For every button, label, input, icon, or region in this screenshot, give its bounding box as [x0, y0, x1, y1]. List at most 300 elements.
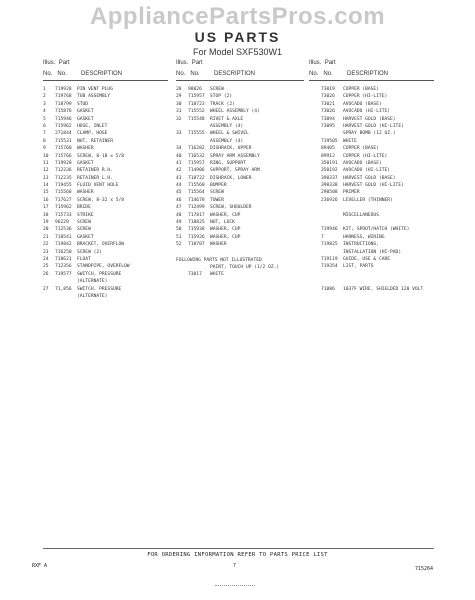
parts-list-extra — [176, 264, 304, 279]
parts-row — [176, 212, 304, 219]
illus-number — [309, 278, 321, 285]
parts-column-3 — [309, 58, 434, 538]
part-description: SUPPORT, SPRAY ARM — [210, 168, 260, 174]
scan-artifact — [215, 585, 255, 589]
part-number: 712356 — [55, 264, 72, 270]
part-number: 715962 — [55, 123, 72, 129]
part-number: 719928 — [55, 160, 72, 166]
illus-number: 17 — [43, 205, 49, 211]
part-number — [321, 130, 343, 137]
illus-number: 41 — [176, 160, 182, 166]
part-description: HOSE, INLET — [77, 123, 108, 129]
column-header — [43, 58, 168, 81]
part-description: SCREW — [210, 87, 224, 92]
parts-row — [43, 145, 168, 152]
part-description: SCREW — [210, 190, 224, 196]
part-number: 390337 — [321, 175, 338, 181]
part-description: SCREW (2) — [77, 249, 102, 255]
part-number: 719842 — [55, 242, 72, 248]
illus-number — [309, 219, 321, 226]
illus-number: 25 — [43, 264, 49, 270]
part-description — [343, 271, 434, 278]
part-number: 73094 — [321, 116, 335, 122]
parts-row — [309, 93, 434, 100]
part-number: 715733 — [55, 212, 72, 218]
header-no: No. No. — [309, 71, 333, 77]
part-description: SCREW — [77, 227, 91, 233]
part-description: GASKET — [77, 160, 94, 166]
parts-row — [309, 197, 434, 204]
part-description: SWITCH, PRESSURE — [77, 271, 122, 277]
ordering-note: FOR ORDERING INFORMATION REFER TO PARTS PRICE LIST — [147, 552, 328, 558]
part-description: AVOCADO (HI-LITE) — [343, 168, 391, 174]
part-description: TUB ASSEMBLY — [77, 94, 111, 100]
parts-row — [43, 189, 168, 196]
part-number: 73019 — [321, 87, 335, 92]
illus-number: 3 — [43, 101, 46, 107]
illus-number — [309, 249, 321, 256]
illus-number — [309, 189, 321, 196]
parts-row — [43, 286, 168, 293]
parts-row — [176, 153, 304, 160]
parts-row — [176, 160, 304, 167]
part-number: 712499 — [188, 205, 205, 211]
part-description: WASHER — [77, 190, 94, 196]
part-description: CLAMP, HOSE — [77, 131, 108, 137]
part-description: WASHER, CUP — [210, 212, 241, 218]
part-description: RETAINER R.H. — [77, 168, 113, 174]
parts-row — [176, 138, 304, 145]
part-description: (ALTERNATE) — [77, 293, 108, 299]
part-description: STRIKE — [77, 212, 94, 218]
part-description: RETAINER L.H. — [77, 175, 113, 181]
part-description: STUD — [77, 101, 89, 107]
part-number: 350191 — [321, 160, 338, 166]
parts-row — [309, 123, 434, 130]
illus-number: 14 — [43, 183, 49, 189]
parts-row — [43, 160, 168, 167]
part-description: COPPER (HI-LITE) — [343, 153, 388, 159]
part-number: 715564 — [188, 190, 205, 196]
part-description: STOP (2) — [210, 94, 233, 100]
illus-number — [309, 204, 321, 211]
page-number: 7 — [233, 563, 236, 569]
part-number — [321, 278, 343, 285]
part-description: RING, SUPPORT — [210, 160, 246, 166]
parts-row — [43, 263, 168, 270]
illus-number — [309, 256, 321, 263]
parts-row — [43, 182, 168, 189]
part-description: DISHRACK, LOWER — [210, 175, 252, 181]
part-number: 718541 — [55, 234, 72, 240]
part-number: 271844 — [55, 131, 72, 137]
parts-row — [309, 263, 434, 270]
part-number — [321, 271, 343, 278]
part-description: SCREW, 8-32 x 5/8 — [77, 197, 125, 203]
parts-row — [43, 116, 168, 123]
illus-number: 22 — [43, 242, 49, 248]
illus-number: 2 — [43, 94, 46, 100]
parts-row — [309, 86, 434, 93]
illus-number: 19 — [43, 220, 49, 226]
part-number: 717817 — [188, 212, 205, 218]
parts-row — [43, 204, 168, 211]
part-description: FLOAT — [77, 256, 91, 262]
part-number: 715760 — [55, 146, 72, 152]
parts-row — [43, 123, 168, 130]
part-number: 719505 — [321, 138, 338, 144]
document-code: 715264 — [415, 566, 434, 572]
illus-number: 11 — [43, 160, 49, 166]
illus-number: 33 — [176, 131, 182, 137]
illus-number: 44 — [176, 183, 182, 189]
parts-row — [309, 241, 434, 248]
part-description: SCREW, 8-18 x 5/8 — [77, 153, 125, 159]
parts-row — [309, 249, 434, 256]
parts-list — [176, 86, 304, 249]
parts-row — [43, 234, 168, 241]
part-description: RIVET & AXLE — [210, 116, 244, 122]
part-description: WHEEL & SWIVEL — [210, 131, 249, 137]
part-description: GUIDE, USE & CARE — [343, 256, 391, 262]
part-description: HARNESS, WIRING — [343, 234, 385, 240]
illus-number: 7 — [43, 131, 46, 137]
illus-number: 20 — [43, 227, 49, 233]
parts-row — [176, 197, 304, 204]
part-number: 718707 — [188, 242, 205, 248]
illus-number: 13 — [43, 175, 49, 181]
parts-row — [176, 175, 304, 182]
header-description: DESCRIPTION — [214, 71, 256, 77]
part-description: LEVELLER (THINNER) — [343, 197, 393, 203]
illus-number: 27 — [43, 286, 49, 292]
part-number: 715946 — [55, 116, 72, 122]
illus-number — [309, 101, 321, 108]
illus-number — [309, 160, 321, 167]
parts-row — [309, 116, 434, 123]
parts-row — [309, 189, 434, 196]
part-description: COPPER (BASE) — [343, 87, 379, 92]
part-number: 719928 — [55, 87, 72, 92]
parts-row — [43, 293, 168, 300]
illus-number — [176, 123, 188, 130]
part-number: 715552 — [188, 109, 205, 115]
illus-number: 1 — [43, 87, 46, 92]
part-number: 719354 — [321, 264, 338, 270]
part-number — [55, 278, 77, 285]
illus-number — [309, 167, 321, 174]
column-header — [176, 58, 304, 81]
part-description: GASKET — [77, 116, 94, 122]
header-illus: Illus. Part — [176, 60, 203, 66]
part-number: 73021 — [321, 101, 335, 107]
parts-row — [309, 130, 434, 137]
parts-column-2 — [176, 58, 304, 538]
parts-row — [176, 182, 304, 189]
parts-row — [43, 93, 168, 100]
part-number: 71086 — [321, 286, 335, 292]
illus-number — [176, 138, 188, 145]
part-number: 718621 — [55, 256, 72, 262]
part-number: 73095 — [321, 123, 335, 129]
parts-row — [43, 138, 168, 145]
part-number — [321, 219, 343, 226]
parts-row — [309, 138, 434, 145]
parts-row — [176, 234, 304, 241]
header-description: DESCRIPTION — [347, 71, 389, 77]
illus-number: 10 — [43, 153, 49, 159]
part-description: SPRAY BOMB (12 OZ.) — [343, 131, 396, 137]
illus-number: 45 — [176, 190, 182, 196]
part-description — [343, 278, 434, 285]
part-number: 71,856 — [55, 286, 72, 292]
part-number: 712536 — [55, 227, 72, 233]
header-no: No. No. — [176, 71, 200, 77]
part-description: AVOCADO (HI-LITE) — [343, 109, 391, 115]
parts-row — [43, 256, 168, 263]
parts-row — [176, 204, 304, 211]
illus-number: 4 — [43, 109, 46, 115]
part-description: PAINT, TOUCH UP (1/2 OZ.) — [210, 265, 280, 270]
part-number: 712236 — [55, 168, 72, 174]
illus-number — [309, 182, 321, 189]
left-code: RXF A — [32, 563, 48, 569]
part-number: 719455 — [55, 183, 72, 189]
part-description: GASKET — [77, 109, 94, 115]
part-number: 73026 — [321, 94, 335, 100]
header-no: No. No. — [43, 71, 67, 77]
illus-number: 15 — [43, 190, 49, 196]
parts-row — [309, 175, 434, 182]
part-number: 715766 — [55, 153, 72, 159]
part-description: ASSEMBLY (4) — [210, 138, 244, 144]
footer-divider — [43, 548, 434, 549]
parts-row — [43, 101, 168, 108]
parts-row — [176, 123, 304, 130]
part-number: 715531 — [55, 138, 72, 144]
part-number: 719119 — [321, 256, 338, 262]
parts-row — [176, 145, 304, 152]
parts-row — [43, 271, 168, 278]
part-description: SCREW, SHOULDER — [210, 205, 252, 211]
illus-number: 46 — [176, 197, 182, 203]
part-number — [188, 138, 210, 145]
header-illus: Illus. Part — [43, 60, 70, 66]
header-description: DESCRIPTION — [81, 71, 123, 77]
illus-number — [309, 226, 321, 233]
part-number — [321, 204, 343, 211]
parts-row — [176, 101, 304, 108]
parts-row — [43, 130, 168, 137]
part-description: SCREW — [77, 220, 91, 226]
part-description: FLUID VENT HOLE — [77, 183, 119, 189]
illus-number — [309, 241, 321, 248]
illus-number: 16 — [43, 197, 49, 203]
parts-row — [43, 175, 168, 182]
parts-row — [176, 108, 304, 115]
part-description: TRACK (2) — [210, 101, 235, 107]
part-description: SWITCH, PRESSURE — [77, 286, 122, 292]
part-number: 714906 — [188, 168, 205, 174]
part-number: 96229 — [55, 220, 69, 226]
part-number: 715938 — [188, 227, 205, 233]
part-number: 89405 — [321, 146, 335, 152]
illus-number — [309, 271, 321, 278]
part-number — [321, 212, 343, 219]
part-description: HARVEST GOLD (HI-LITE) — [343, 183, 404, 189]
part-number: 715555 — [188, 131, 205, 137]
illus-number: 32 — [176, 116, 182, 122]
part-description — [343, 204, 434, 211]
part-description: COPPER (HI-LITE) — [343, 94, 388, 100]
part-description: WHITE — [343, 138, 357, 144]
part-description: SPRAY ARM ASSEMBLY — [210, 153, 260, 159]
part-description: WHEEL ASSEMBLY (4) — [210, 109, 260, 115]
parts-row — [43, 167, 168, 174]
parts-row — [43, 219, 168, 226]
parts-row — [309, 278, 434, 285]
part-description: KIT, SPOUT/HATCH (WHITE) — [343, 227, 410, 233]
part-number: 714678 — [188, 197, 205, 203]
illus-number: 48 — [176, 212, 182, 218]
part-number: 236926 — [321, 197, 338, 203]
part-number: 7 — [321, 234, 324, 240]
part-number: 715876 — [55, 109, 72, 115]
part-number: 717627 — [55, 197, 72, 203]
part-number: 390338 — [321, 183, 338, 189]
part-description: WASHER — [210, 242, 227, 248]
parts-row — [309, 182, 434, 189]
parts-row — [176, 86, 304, 93]
illus-number — [309, 123, 321, 130]
part-description: DISHRACK, UPPER — [210, 146, 252, 152]
illus-number: 28 — [176, 87, 182, 92]
illus-number — [309, 197, 321, 204]
illus-number: 24 — [43, 256, 49, 262]
parts-row — [309, 226, 434, 233]
part-number: 718722 — [188, 175, 205, 181]
part-description: 1037F WIRE, SHIELDED 120 VOLT — [343, 286, 424, 292]
part-number: 715957 — [188, 94, 205, 100]
parts-row — [309, 234, 434, 241]
parts-row — [43, 108, 168, 115]
part-description: HARVEST GOLD (BASE) — [343, 116, 396, 122]
illus-number — [309, 175, 321, 182]
part-description: TOWER — [210, 197, 224, 203]
parts-column-1 — [43, 58, 168, 538]
parts-row — [309, 153, 434, 160]
illus-number: 29 — [176, 94, 182, 100]
illus-number: 30 — [176, 101, 182, 107]
part-number — [188, 123, 210, 130]
part-description: PIN VENT PLUG — [77, 87, 113, 92]
parts-row — [43, 153, 168, 160]
illus-number — [309, 263, 321, 270]
illus-number — [309, 234, 321, 241]
illus-number — [176, 271, 188, 278]
illus-number — [43, 293, 55, 300]
part-description: AVOCADO (BASE) — [343, 101, 382, 107]
illus-number: 43 — [176, 175, 182, 181]
parts-row — [309, 212, 434, 219]
illus-number: 51 — [176, 234, 182, 240]
parts-list — [309, 86, 434, 293]
part-number — [321, 249, 343, 256]
part-number: 73026 — [321, 109, 335, 115]
illus-number: 50 — [176, 227, 182, 233]
illus-number — [309, 86, 321, 93]
part-number: 719768 — [55, 94, 72, 100]
part-number: 719946 — [321, 227, 338, 233]
part-number — [188, 264, 210, 271]
part-number: 719825 — [321, 242, 338, 248]
part-number: 350192 — [321, 168, 338, 174]
illus-number — [309, 138, 321, 145]
part-number: 712235 — [55, 175, 72, 181]
parts-row — [309, 167, 434, 174]
illus-number: 49 — [176, 220, 182, 226]
part-description: (ALTERNATE) — [77, 279, 108, 285]
watermark: AppliancePartsPros.com — [89, 3, 386, 30]
parts-row — [309, 219, 434, 226]
part-description: PRIMER — [343, 190, 360, 196]
illus-number: 21 — [43, 234, 49, 240]
parts-row — [43, 197, 168, 204]
part-number: 89912 — [321, 153, 335, 159]
parts-row — [176, 116, 304, 123]
page-title: US PARTS — [194, 29, 281, 45]
illus-number — [309, 212, 321, 219]
parts-row — [309, 286, 434, 293]
part-number: 718723 — [188, 101, 205, 107]
part-description: AVOCADO (BASE) — [343, 160, 382, 166]
illus-number: 31 — [176, 109, 182, 115]
illus-number: 34 — [176, 146, 182, 152]
part-number: 718825 — [188, 220, 205, 226]
part-description: STANDPIPE, OVERFLOW — [77, 264, 130, 270]
parts-row — [176, 93, 304, 100]
parts-row — [43, 249, 168, 256]
not-illustrated-note: FOLLOWING PARTS NOT ILLUSTRATED — [176, 257, 262, 263]
part-description: INSTRUCTIONS, — [343, 242, 379, 248]
part-description: NUT, LOCK — [210, 220, 235, 226]
parts-row — [43, 278, 168, 285]
part-description: BRIDE — [77, 205, 91, 211]
parts-row — [309, 160, 434, 167]
part-number: 715957 — [188, 160, 205, 166]
header-illus: Illus. Part — [309, 60, 336, 66]
part-description: HARVEST GOLD (BASE) — [343, 175, 396, 181]
part-description: BRACKET, OVERFLOW — [77, 242, 125, 248]
part-description: ASSEMBLY (4) — [210, 123, 244, 129]
part-description: LIST, PARTS — [343, 264, 374, 270]
illus-number: 26 — [43, 271, 49, 277]
illus-number — [176, 264, 188, 271]
part-number — [55, 293, 77, 300]
part-number: 98826 — [188, 87, 202, 92]
illus-number — [309, 108, 321, 115]
parts-row — [309, 271, 434, 278]
part-description: INSTALLATION (HI-PAD) — [343, 249, 402, 255]
part-description: WASHER, CUP — [210, 227, 241, 233]
illus-number — [309, 130, 321, 137]
part-description: COPPER (BASE) — [343, 146, 379, 152]
illus-number: 18 — [43, 212, 49, 218]
illus-number: 6 — [43, 123, 46, 129]
illus-number — [309, 153, 321, 160]
part-number: 715926 — [188, 234, 205, 240]
column-header — [309, 58, 434, 81]
